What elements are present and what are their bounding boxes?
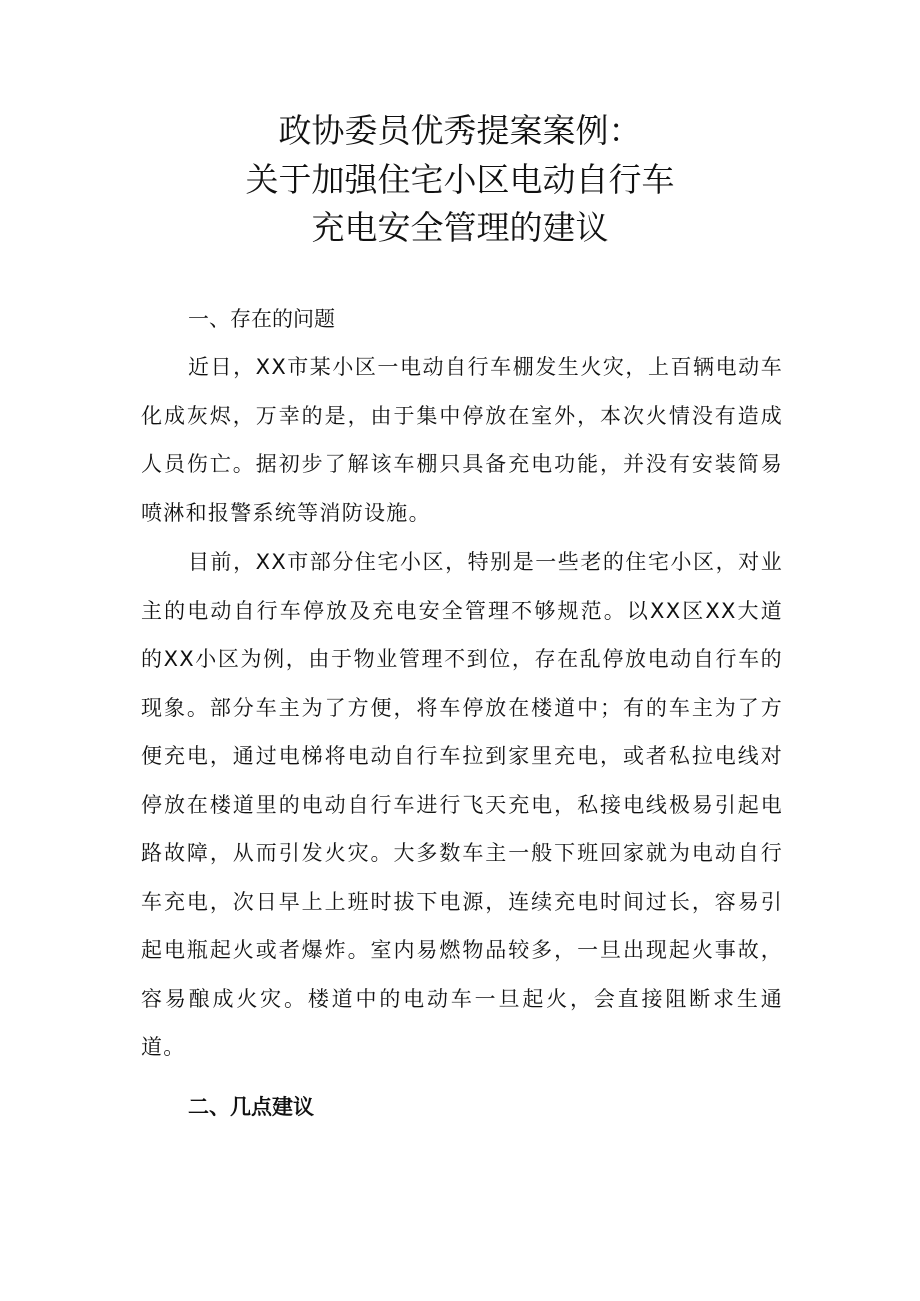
section-heading-problems: 一、存在的问题	[188, 307, 335, 331]
section-heading-suggestions: 二、几点建议	[188, 1095, 314, 1119]
title-line-1: 政协委员优秀提案案例：	[278, 111, 642, 150]
title-line-3: 充电安全管理的建议	[311, 208, 609, 247]
title-line-2: 关于加强住宅小区电动自行车	[245, 160, 675, 199]
paragraph-fire-incident: 近日，XX市某小区一电动自行车棚发生火灾，上百辆电动车化成灰烬，万幸的是，由于集中停放在室外，本次火情没有造成人员伤亡。据初步了解该车棚只具备充电功能，并没有安装简易喷淋和报警系统等消防设施。	[141, 355, 783, 525]
paragraph-current-situation: 目前，XX市部分住宅小区，特别是一些老的住宅小区，对业主的电动自行车停放及充电安全管理不够规范。以XX区XX大道的XX小区为例，由于物业管理不到位，存在乱停放电动自行车的现象。部分车主为了方便，将车停放在楼道中；有的车主为了方便充电，通过电梯将电动自行车拉到家里充电，或者私拉电线对停放在楼道里的电动自行车进行飞天充电，私接电线极易引起电路故障，从而引发火灾。大多数车主一般下班回家就为电动自行车充电，次日早上上班时拔下电源，连续充电时间过长，容易引起电瓶起火或者爆炸。室内易燃物品较多，一旦出现起火事故，容易酿成火灾。楼道中的电动车一旦起火，会直接阻断求生通道。	[141, 550, 783, 1059]
